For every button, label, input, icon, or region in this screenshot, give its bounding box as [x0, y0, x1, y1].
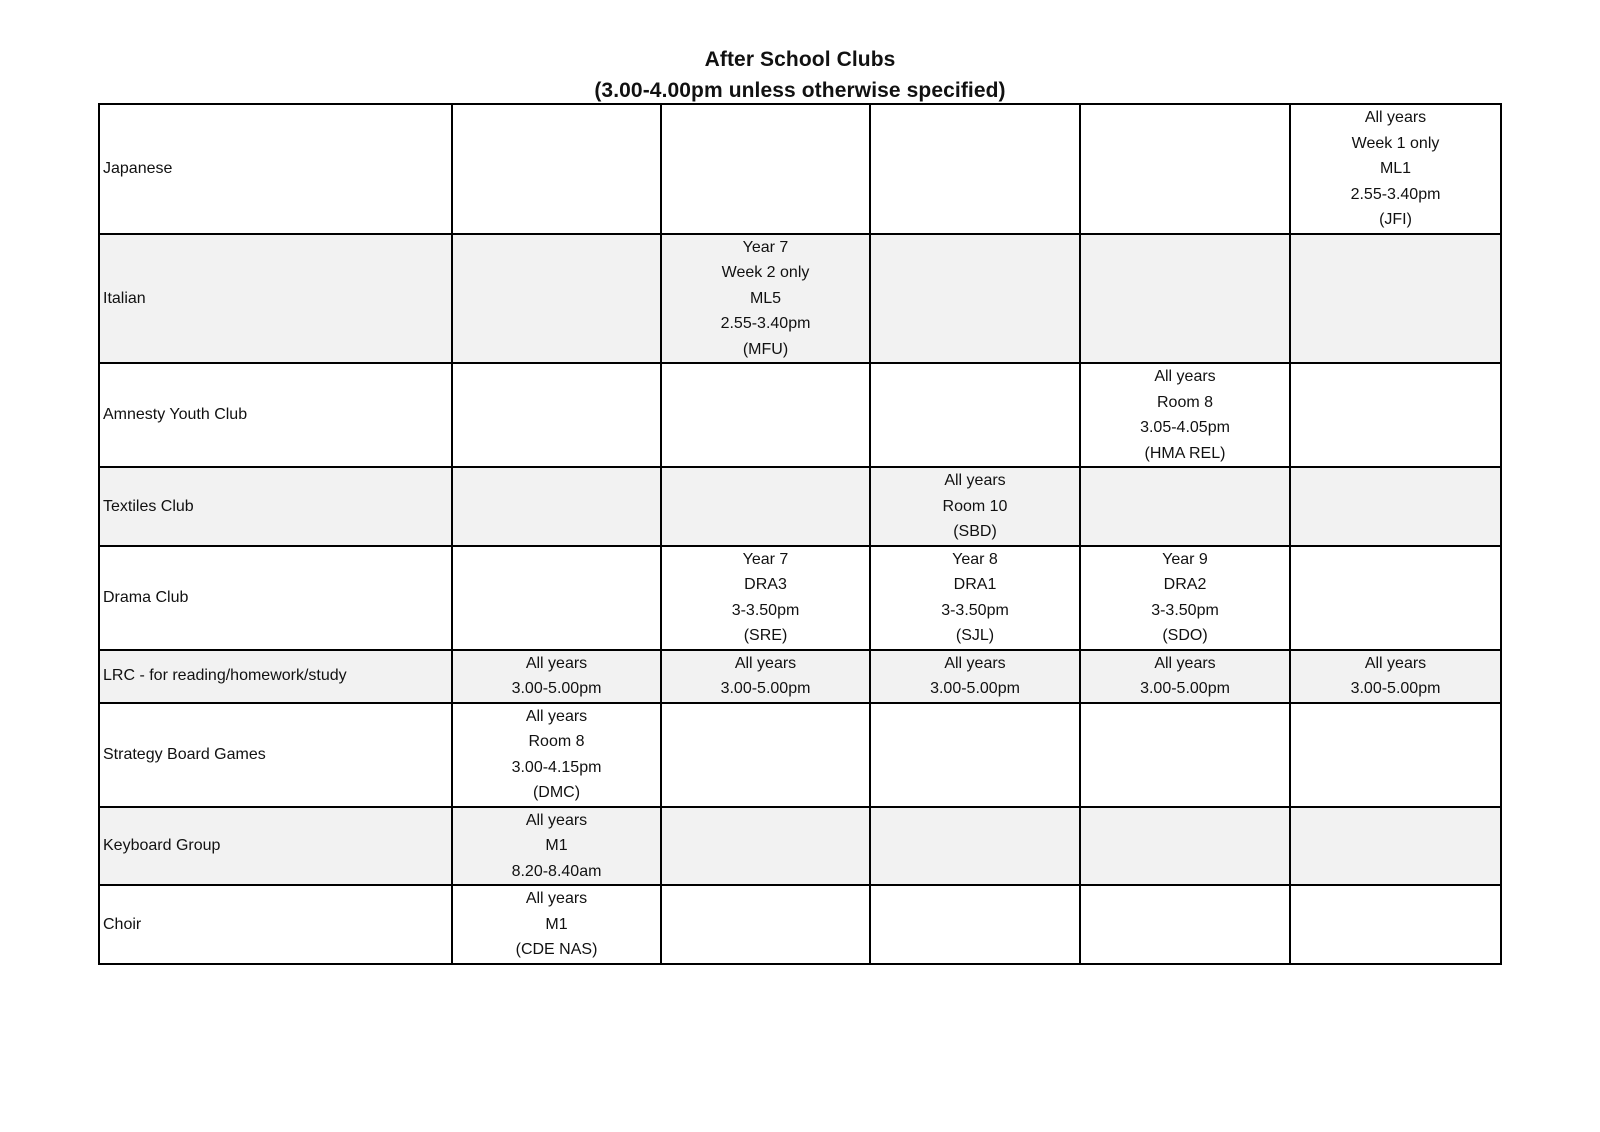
schedule-cell — [1080, 650, 1290, 703]
schedule-cell — [1290, 363, 1501, 467]
schedule-cell — [452, 703, 661, 807]
schedule-cell-line: (SRE) — [743, 627, 788, 644]
schedule-cell-line: (SJL) — [955, 627, 995, 644]
schedule-cell — [1290, 807, 1501, 886]
schedule-cell-line: All years — [944, 654, 1006, 672]
schedule-cell-line: 3-3.50pm — [941, 601, 1009, 619]
schedule-cell — [452, 467, 661, 546]
table-row — [99, 363, 1501, 467]
schedule-cell-line: (MFU) — [742, 340, 789, 358]
table-row — [99, 885, 1501, 964]
schedule-cell — [1080, 234, 1290, 364]
schedule-cell — [452, 885, 661, 964]
schedule-cell — [1290, 703, 1501, 807]
schedule-cell-line: Week 2 only — [721, 264, 810, 281]
schedule-cell — [661, 807, 870, 886]
schedule-cell — [1290, 467, 1501, 546]
club-name: Keyboard Group — [99, 807, 452, 886]
schedule-cell — [870, 363, 1080, 467]
schedule-cell-line: 2.55-3.40pm — [720, 315, 811, 332]
schedule-cell — [1080, 885, 1290, 964]
schedule-cell-line: All years — [525, 707, 588, 725]
table-row — [99, 807, 1501, 886]
schedule-cell — [1290, 650, 1501, 703]
schedule-cell-line: 3.00-5.00pm — [720, 680, 811, 697]
table-row — [99, 546, 1501, 650]
document-title — [0, 44, 1600, 106]
schedule-cell-line: DRA2 — [1163, 576, 1207, 593]
table-row — [99, 467, 1501, 546]
schedule-cell — [661, 234, 870, 364]
schedule-cell-line: (CDE NAS) — [515, 941, 598, 958]
schedule-cell-line: Room 8 — [1156, 393, 1214, 411]
schedule-cell-line: 3-3.50pm — [731, 601, 800, 619]
schedule-cell — [452, 807, 661, 886]
schedule-cell — [661, 703, 870, 807]
schedule-cell — [452, 546, 661, 650]
schedule-cell — [870, 234, 1080, 364]
schedule-cell — [1080, 467, 1290, 546]
schedule-cell — [870, 885, 1080, 964]
club-name: LRC - for reading/homework/study — [99, 650, 452, 703]
schedule-cell-line: Year 9 — [1162, 550, 1208, 568]
schedule-cell-line: 3-3.50pm — [1151, 601, 1219, 619]
schedule-cell-line: 3.00-5.00pm — [930, 680, 1020, 697]
schedule-cell-line: 3.00-5.00pm — [1140, 680, 1230, 697]
schedule-cell — [1080, 104, 1290, 234]
schedule-cell-line: Room 10 — [942, 497, 1008, 515]
schedule-cell — [870, 650, 1080, 703]
schedule-cell-line: All years — [525, 811, 588, 829]
schedule-cell-line: All years — [525, 890, 588, 907]
schedule-cell-line: All years — [1154, 654, 1216, 672]
schedule-cell — [1080, 807, 1290, 886]
club-name: Textiles Club — [99, 467, 452, 546]
schedule-cell — [870, 467, 1080, 546]
schedule-cell — [452, 650, 661, 703]
schedule-cell-line: (DMC) — [532, 784, 581, 801]
schedule-cell-line: All years — [1364, 654, 1427, 672]
schedule-cell-line: 3.05-4.05pm — [1140, 419, 1230, 436]
schedule-cell-line: Year 7 — [742, 550, 789, 568]
clubs-table — [98, 103, 1502, 965]
table-row — [99, 650, 1501, 703]
schedule-cell — [452, 363, 661, 467]
schedule-cell-line: M1 — [545, 915, 568, 933]
table-row — [99, 104, 1501, 234]
schedule-cell-line: Week 1 only — [1351, 134, 1440, 152]
schedule-cell — [661, 546, 870, 650]
schedule-cell — [1290, 104, 1501, 234]
schedule-cell-line: All years — [734, 654, 797, 672]
schedule-cell — [1290, 546, 1501, 650]
schedule-cell — [870, 807, 1080, 886]
schedule-cell-line: 3.00-4.15pm — [511, 758, 602, 776]
club-name: Drama Club — [99, 546, 452, 650]
schedule-cell — [661, 885, 870, 964]
schedule-cell-line: (JFI) — [1379, 211, 1412, 228]
schedule-cell — [1080, 363, 1290, 467]
schedule-cell-line: M1 — [545, 837, 568, 854]
schedule-cell — [870, 104, 1080, 234]
schedule-cell-line: ML5 — [749, 289, 782, 307]
title-main: After School Clubs — [704, 48, 896, 71]
schedule-cell — [870, 703, 1080, 807]
schedule-cell-line: (SBD) — [953, 523, 997, 540]
club-name: Choir — [99, 885, 452, 964]
schedule-cell-line: 3.00-5.00pm — [1350, 680, 1441, 697]
club-name: Italian — [99, 234, 452, 364]
schedule-cell — [661, 363, 870, 467]
table-row — [99, 703, 1501, 807]
clubs-table-body — [99, 104, 1501, 964]
club-name: Strategy Board Games — [99, 703, 452, 807]
title-subtitle: (3.00-4.00pm unless otherwise specified) — [594, 79, 1006, 102]
schedule-cell — [1290, 885, 1501, 964]
schedule-cell — [452, 234, 661, 364]
schedule-cell-line: ML1 — [1379, 160, 1412, 177]
club-name: Japanese — [99, 104, 452, 234]
schedule-cell-line: All years — [1364, 109, 1427, 126]
schedule-cell-line: 3.00-5.00pm — [511, 680, 602, 697]
schedule-cell-line: All years — [944, 472, 1006, 489]
schedule-cell — [1080, 703, 1290, 807]
schedule-cell-line: (SDO) — [1162, 627, 1208, 644]
schedule-cell-line: DRA1 — [953, 576, 997, 593]
schedule-cell-line: All years — [1154, 368, 1216, 385]
schedule-cell — [452, 104, 661, 234]
schedule-cell-line: Year 8 — [952, 550, 998, 568]
schedule-cell — [661, 467, 870, 546]
schedule-cell — [870, 546, 1080, 650]
club-name: Amnesty Youth Club — [99, 363, 452, 467]
schedule-cell-line: All years — [525, 654, 588, 672]
schedule-cell-line: Year 7 — [742, 238, 789, 256]
schedule-cell — [1080, 546, 1290, 650]
schedule-cell — [661, 650, 870, 703]
schedule-cell-line: DRA3 — [744, 576, 787, 593]
table-row — [99, 234, 1501, 364]
schedule-cell-line: Room 8 — [528, 733, 585, 750]
schedule-cell — [1290, 234, 1501, 364]
schedule-cell — [661, 104, 870, 234]
schedule-cell-line: 8.20-8.40am — [511, 862, 602, 880]
schedule-cell-line: 2.55-3.40pm — [1350, 185, 1441, 203]
schedule-cell-line: (HMA REL) — [1144, 444, 1226, 462]
